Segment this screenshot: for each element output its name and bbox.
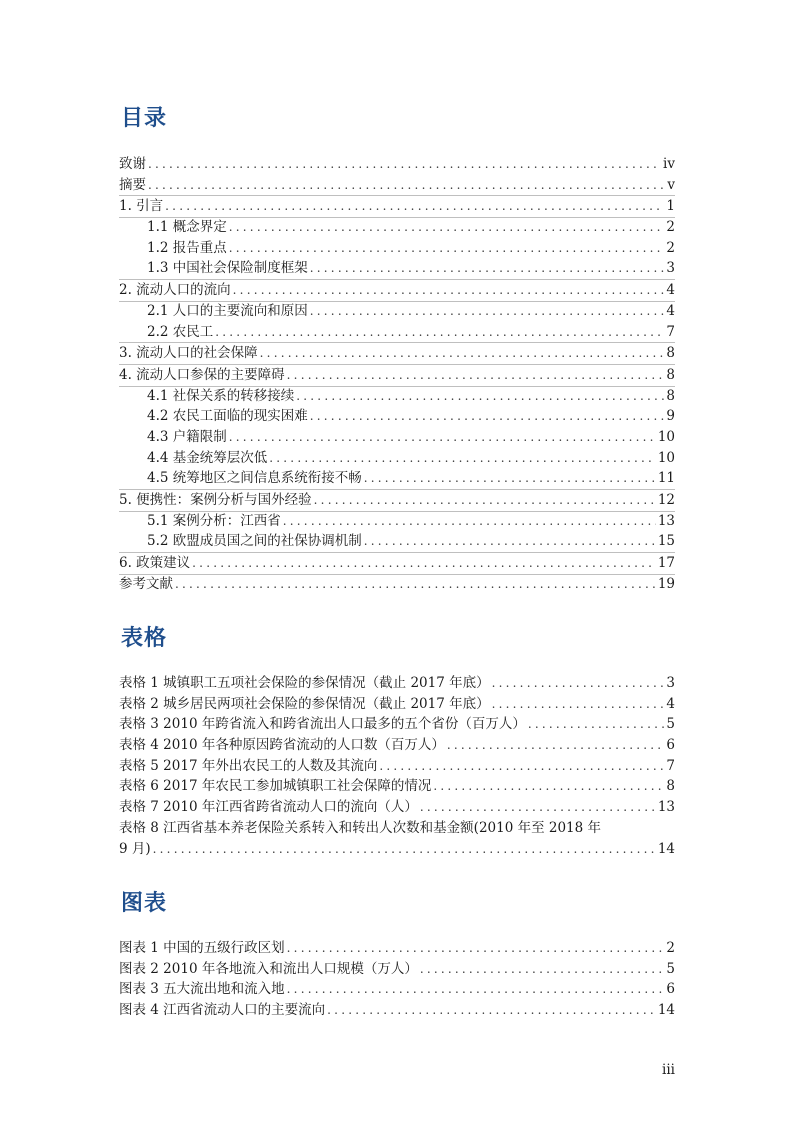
toc-entry-page: 4 <box>666 302 675 319</box>
toc-entry[interactable] <box>119 217 675 238</box>
figure-entry-title: 图表 1 中国的五级行政区划 <box>119 940 285 956</box>
figure-entry[interactable] <box>119 959 675 980</box>
toc-leader <box>269 448 656 469</box>
toc-entry[interactable] <box>119 386 675 407</box>
toc-leader <box>215 322 664 343</box>
toc-entry-page: 8 <box>666 345 675 362</box>
table-entry[interactable] <box>119 797 675 818</box>
toc-entry-title: 3. 流动人口的社会保障 <box>119 345 258 362</box>
toc-leader <box>296 386 664 407</box>
toc-entry-page: 2 <box>666 219 675 236</box>
toc-entry-title: 4.1 社保关系的转移接续 <box>147 387 295 404</box>
figures-heading: 图表 <box>121 891 168 916</box>
toc-entry-title: 1.1 概念界定 <box>147 219 227 236</box>
toc-leader <box>287 979 665 1000</box>
table-entry-page: 6 <box>666 737 675 754</box>
toc-leader <box>192 553 656 574</box>
toc-entry-page: 10 <box>657 428 675 445</box>
toc-entry-page: v <box>667 176 675 193</box>
toc-leader <box>229 217 665 238</box>
figure-entry-title: 图表 3 五大流出地和流入地 <box>119 981 285 998</box>
toc-entry-title: 致谢 <box>119 156 146 172</box>
toc-entry-title: 4.2 农民工面临的现实困难 <box>147 408 308 425</box>
table-entry[interactable] <box>119 673 675 694</box>
toc-entry-page: 12 <box>657 492 675 508</box>
table-entry-title-cont: 9 月) <box>119 840 151 857</box>
toc-leader <box>364 531 656 552</box>
toc-leader <box>148 175 665 196</box>
table-entry-title: 表格 4 2010 年各种原因跨省流动的人口数（百万人） <box>119 737 445 754</box>
toc-entry-page: 8 <box>666 366 675 383</box>
toc-entry[interactable] <box>119 364 675 387</box>
toc-leader <box>420 797 656 818</box>
figure-entry-page: 6 <box>666 981 675 998</box>
figure-entry-title: 图表 4 江西省流动人口的主要流向 <box>119 1002 326 1019</box>
toc-entry-title: 4. 流动人口参保的主要障碍 <box>119 366 285 383</box>
toc-entry-page: 10 <box>657 449 675 466</box>
toc-entry-page: 4 <box>666 282 675 299</box>
toc-leader <box>310 301 665 322</box>
toc-entry-page: 9 <box>666 408 675 425</box>
table-entry-page: 13 <box>657 799 675 816</box>
table-entry-title: 表格 5 2017 年外出农民工的人数及其流向 <box>119 757 378 774</box>
toc-entry[interactable] <box>119 489 675 512</box>
table-entry-page: 7 <box>666 757 675 774</box>
toc-entry-title: 4.5 统筹地区之间信息系统衔接不畅 <box>147 470 362 487</box>
toc-entry-page: 2 <box>666 239 675 256</box>
table-entry-title: 表格 3 2010 年跨省流入和跨省流出人口最多的五个省份（百万人） <box>119 716 526 733</box>
table-entry-wrapped-line2[interactable] <box>119 839 675 860</box>
tables-list <box>119 673 675 859</box>
toc-leader <box>310 258 665 279</box>
toc-leader <box>433 776 664 797</box>
toc-entry[interactable] <box>119 238 675 259</box>
toc-leader <box>229 427 656 448</box>
toc-entry-page: 19 <box>657 575 675 592</box>
toc-entry-page: 1 <box>666 198 675 215</box>
toc-entry[interactable] <box>119 279 675 302</box>
toc-leader <box>528 714 665 735</box>
toc-leader <box>492 673 665 694</box>
toc-entry-title: 4.4 基金统筹层次低 <box>147 449 268 466</box>
figure-entry-title: 图表 2 2010 年各地流入和流出人口规模（万人） <box>119 960 418 977</box>
toc-entry[interactable] <box>119 574 675 595</box>
table-entry-page: 4 <box>666 695 675 712</box>
table-entry[interactable] <box>119 714 675 735</box>
toc-entry[interactable] <box>119 531 675 552</box>
toc-entry-title: 1.2 报告重点 <box>147 239 227 256</box>
toc-leader <box>420 959 665 980</box>
toc-entry-title: 5.2 欧盟成员国之间的社保协调机制 <box>147 533 362 550</box>
toc-entry[interactable] <box>119 552 675 575</box>
toc-leader <box>229 238 665 259</box>
toc-entry-title: 2. 流动人口的流向 <box>119 282 231 299</box>
toc-entry-title: 4.3 户籍限制 <box>147 428 227 445</box>
contents-heading: 目录 <box>121 106 168 131</box>
toc-entry-title: 1.3 中国社会保险制度框架 <box>147 260 308 277</box>
table-entry-title: 表格 6 2017 年农民工参加城镇职工社会保障的情况 <box>119 778 432 795</box>
table-entry-title: 表格 1 城镇职工五项社会保险的参保情况（截止 2017 年底） <box>119 675 490 691</box>
toc-entry-title: 5. 便携性：案例分析与国外经验 <box>119 492 312 508</box>
figure-entry-page: 5 <box>666 960 675 977</box>
toc-leader <box>314 490 656 511</box>
toc-entry-page: 7 <box>666 323 675 340</box>
toc-entry[interactable] <box>119 322 675 343</box>
toc-entry-title: 2.2 农民工 <box>147 323 214 340</box>
toc-entry-page: 15 <box>657 533 675 550</box>
toc-entry-title: 5.1 案例分析：江西省 <box>147 512 281 529</box>
toc-leader <box>175 574 656 595</box>
table-entry-page: 14 <box>657 840 675 857</box>
toc-leader <box>492 694 665 715</box>
toc-entry-page: 11 <box>657 470 675 487</box>
toc-leader <box>153 839 656 860</box>
toc-entry[interactable] <box>119 258 675 279</box>
toc-entry[interactable] <box>119 448 675 469</box>
toc-leader <box>283 511 656 532</box>
toc-entry[interactable] <box>119 154 675 175</box>
figure-entry-page: 14 <box>657 1002 675 1019</box>
figures-list <box>119 938 675 1021</box>
table-entry-page: 8 <box>666 778 675 795</box>
figure-entry[interactable] <box>119 979 675 1000</box>
toc-entry[interactable] <box>119 175 675 196</box>
toc-leader <box>148 154 661 175</box>
figure-entry-page: 2 <box>666 940 675 956</box>
figure-entry[interactable] <box>119 938 675 959</box>
table-entry-page: 3 <box>666 675 675 691</box>
toc-entry-page: 3 <box>666 260 675 277</box>
toc-leader <box>233 280 665 301</box>
toc-leader <box>287 365 665 386</box>
toc-leader <box>379 756 664 777</box>
table-entry[interactable] <box>119 694 675 715</box>
toc-leader <box>327 1000 656 1021</box>
toc-entry[interactable] <box>119 468 675 489</box>
page-number: iii <box>662 1062 675 1078</box>
toc-leader <box>447 735 665 756</box>
toc-entry[interactable] <box>119 427 675 448</box>
table-entry-title: 表格 2 城乡居民两项社会保险的参保情况（截止 2017 年底） <box>119 695 490 712</box>
toc-entry-title: 1. 引言 <box>119 198 164 215</box>
table-entry-title: 表格 7 2010 年江西省跨省流动人口的流向（人） <box>119 799 418 816</box>
toc-entry[interactable] <box>119 342 675 365</box>
table-entry-wrapped-line1[interactable] <box>119 818 675 839</box>
toc-entry[interactable] <box>119 511 675 532</box>
toc-leader <box>165 196 664 217</box>
table-entry[interactable] <box>119 756 675 777</box>
table-entry[interactable] <box>119 735 675 756</box>
toc-entry-page: iv <box>663 156 675 172</box>
toc-leader <box>260 343 665 364</box>
toc-entry[interactable] <box>119 406 675 427</box>
toc-entry-title: 参考文献 <box>119 575 173 592</box>
tables-heading: 表格 <box>121 626 168 651</box>
toc-entry-title: 6. 政策建议 <box>119 555 191 572</box>
table-entry-page: 5 <box>666 716 675 733</box>
toc-leader <box>364 468 656 489</box>
toc-entry-page: 8 <box>666 387 675 404</box>
figure-entry[interactable] <box>119 1000 675 1021</box>
toc-entry-page: 17 <box>657 555 675 572</box>
toc-leader <box>310 406 665 427</box>
toc-entry[interactable] <box>119 195 675 218</box>
table-entry-title: 表格 8 江西省基本养老保险关系转入和转出人次数和基金额(2010 年至 2018 年 <box>119 819 602 836</box>
toc-entry-title: 摘要 <box>119 176 146 193</box>
toc-entry[interactable] <box>119 301 675 322</box>
contents-list <box>119 154 675 594</box>
toc-entry-page: 13 <box>657 512 675 529</box>
table-entry[interactable] <box>119 776 675 797</box>
toc-leader <box>287 938 665 959</box>
toc-entry-title: 2.1 人口的主要流向和原因 <box>147 302 308 319</box>
